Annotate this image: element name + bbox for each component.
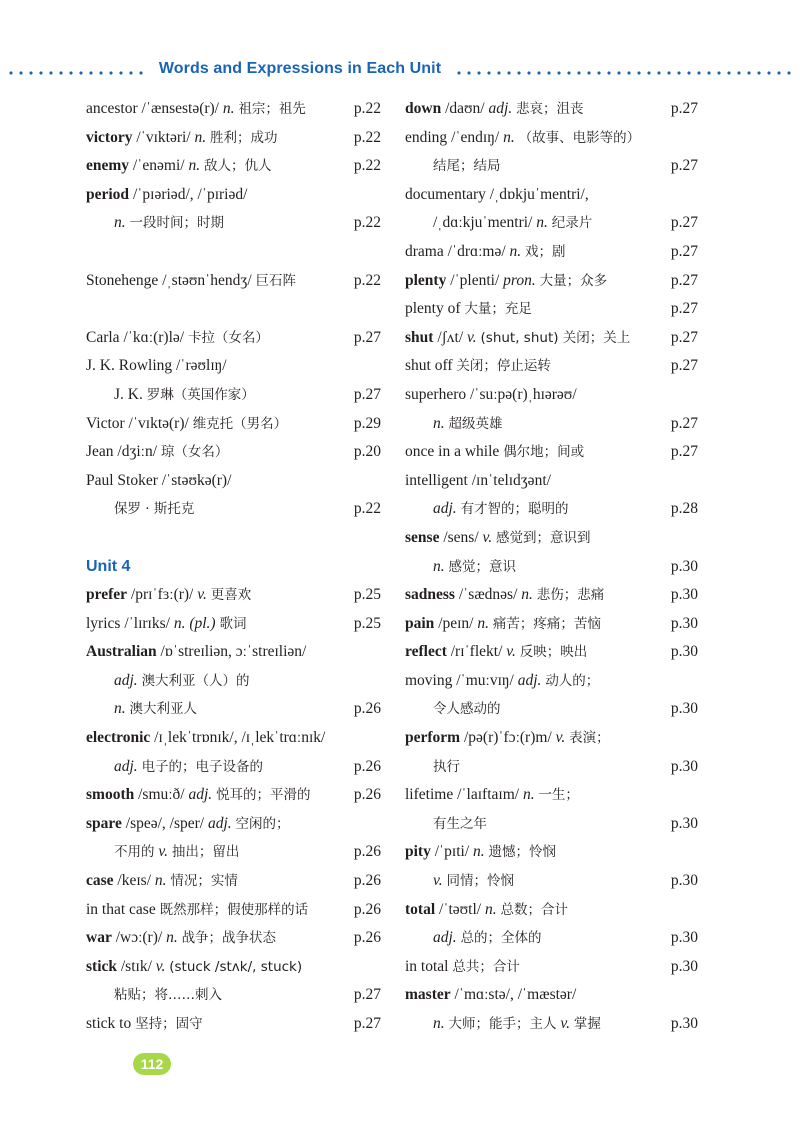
headword: Australian — [86, 643, 157, 661]
definition: 结尾；结局 — [433, 158, 501, 175]
page-ref: p.27 — [669, 438, 698, 467]
definition: 胜利；成功 — [209, 129, 278, 146]
headword: moving — [405, 671, 453, 689]
part-of-speech: n. — [114, 214, 126, 232]
page-ref: p.20 — [352, 438, 381, 467]
right-column — [405, 95, 698, 1039]
page-ref: p.26 — [352, 896, 381, 925]
vocab-entry — [86, 438, 381, 467]
phonetic: /ʃʌt/ — [437, 328, 464, 346]
phonetic: /ˈtəʊtl/ — [439, 900, 482, 918]
phonetic: /ˈænsestə(r)/ — [141, 100, 219, 117]
part-of-speech: v. — [555, 729, 566, 747]
phonetic: /ˈlaɪftaɪm/ — [457, 786, 520, 804]
definition: 战争；战争状态 — [181, 930, 277, 947]
section-header — [0, 58, 800, 86]
part-of-speech: n. — [222, 100, 235, 117]
phonetic: /ˈpɪəriəd/, /ˈpɪriəd/ — [132, 185, 248, 203]
entry-continuation — [405, 152, 698, 181]
vocab-entry — [86, 638, 381, 667]
phonetic: /pə(r)ˈfɔː(r)m/ — [463, 729, 552, 747]
spacer — [86, 295, 381, 324]
page-ref: p.26 — [352, 781, 381, 810]
page-ref: p.30 — [669, 1010, 698, 1039]
definition: 粘贴；将……刺入 — [114, 987, 222, 1004]
page-ref: p.27 — [669, 152, 698, 181]
headword: lifetime — [405, 786, 454, 804]
definition: 一生； — [538, 787, 579, 804]
headword: war — [86, 929, 112, 947]
page-ref: p.29 — [352, 410, 381, 439]
phonetic: /prɪˈfɜː(r)/ — [130, 586, 194, 604]
part-of-speech: adj. — [114, 757, 138, 775]
entry-continuation — [405, 1010, 698, 1039]
vocab-entry — [86, 352, 381, 381]
page-ref: p.30 — [669, 753, 698, 782]
entry-continuation — [405, 209, 698, 238]
unit-heading — [86, 553, 381, 582]
phonetic: /peɪn/ — [438, 614, 474, 632]
definition: 动人的； — [545, 672, 600, 689]
page-ref: p.30 — [669, 867, 698, 896]
phonetic: /stɪk/ — [120, 957, 152, 975]
page-ref: p.30 — [669, 810, 698, 839]
vocab-entry — [86, 610, 381, 639]
headword: shut off — [405, 357, 453, 375]
entry-continuation — [405, 924, 698, 953]
headword: Victor — [86, 414, 125, 432]
definition: 大量；充足 — [464, 301, 532, 318]
vocab-entry — [405, 124, 698, 153]
definition: 一段时间；时期 — [129, 215, 224, 232]
vocab-entry — [405, 981, 698, 1010]
page-ref: p.30 — [669, 581, 698, 610]
headword: once in a while — [405, 443, 500, 461]
headword: case — [86, 872, 114, 890]
vocab-entry — [86, 581, 381, 610]
vocab-entry — [86, 324, 381, 353]
page-ref: p.30 — [669, 924, 698, 953]
definition: （故事、电影等的） — [518, 129, 641, 146]
phonetic: /ˈmuːvɪŋ/ — [456, 671, 514, 689]
part-of-speech: n. — [522, 786, 535, 804]
page-ref: p.30 — [669, 638, 698, 667]
header-dots-right — [454, 71, 794, 75]
definition: 同情；怜悯 — [446, 873, 514, 890]
page-ref: p.26 — [352, 838, 381, 867]
entry-continuation — [405, 553, 698, 582]
phonetic: /smuːð/ — [138, 786, 185, 804]
headword: total — [405, 900, 436, 918]
phonetic: /ˈrəʊlɪŋ/ — [176, 357, 227, 375]
headword: pity — [405, 843, 431, 861]
part-of-speech: n. — [154, 872, 167, 890]
part-of-speech: n. — [114, 700, 126, 718]
entry-continuation — [86, 838, 381, 867]
phonetic: /rɪˈflekt/ — [450, 643, 503, 661]
headword: master — [405, 986, 451, 1004]
vocab-entry — [86, 924, 381, 953]
definition: 歌词 — [219, 615, 247, 632]
phonetic: /ˈstəʊkə(r)/ — [161, 471, 232, 489]
part-of-speech: n. — [194, 128, 207, 146]
definition: 巨石阵 — [255, 272, 296, 289]
phonetic: /ˌdɒkjuˈmentri/, — [489, 185, 589, 203]
entry-continuation — [405, 753, 698, 782]
phonetic: /dʒiːn/ — [117, 443, 158, 461]
part-of-speech-2: v. — [560, 1015, 570, 1032]
headword: ancestor — [86, 100, 138, 117]
vocab-entry — [86, 896, 381, 925]
definition: 大量；众多 — [539, 272, 608, 289]
part-of-speech: n. — [503, 128, 515, 146]
headword: in that case — [86, 900, 156, 918]
definition: 表演； — [569, 730, 610, 747]
page-ref: p.26 — [352, 924, 381, 953]
page-ref: p.30 — [669, 553, 698, 582]
part-of-speech: n. — [166, 929, 178, 947]
vocab-entry — [405, 467, 698, 496]
headword: smooth — [86, 786, 135, 804]
vocab-entry — [86, 867, 381, 896]
vocab-entry — [86, 152, 381, 181]
vocab-entry — [86, 410, 381, 439]
headword: ending — [405, 128, 448, 146]
vocab-entry — [405, 324, 698, 353]
page-ref: p.27 — [669, 95, 698, 124]
definition: (shut, shut) 关闭；关上 — [480, 329, 631, 346]
spacer — [86, 238, 381, 267]
header-dots-left — [6, 71, 144, 75]
phonetic: /ˈendɪŋ/ — [451, 128, 500, 146]
phonetic: /ˈlɪrɪks/ — [124, 614, 170, 632]
definition: 有生之年 — [433, 815, 487, 832]
headword: Jean — [86, 443, 114, 461]
phonetic: /ˈsædnəs/ — [458, 586, 518, 604]
page-ref: p.27 — [669, 352, 698, 381]
phonetic: /ɪnˈtelɪdʒənt/ — [471, 471, 551, 489]
vocab-entry — [405, 381, 698, 410]
page-number: 112 — [133, 1053, 171, 1075]
entry-continuation — [86, 695, 381, 724]
page-ref: p.22 — [352, 152, 381, 181]
part-of-speech: v. — [482, 528, 493, 546]
headword: reflect — [405, 643, 447, 661]
part-of-speech: n. — [509, 242, 522, 260]
headword: enemy — [86, 157, 130, 175]
vocab-entry — [405, 295, 698, 324]
definition: 总数；合计 — [500, 901, 568, 918]
headword: sadness — [405, 586, 455, 604]
definition: 遗憾；怜悯 — [488, 844, 557, 861]
phonetic: /ˈmɑːstə/, /ˈmæstər/ — [454, 986, 577, 1004]
unit-heading-text: Unit 4 — [86, 557, 131, 575]
vocab-entry — [86, 467, 381, 496]
page-ref: p.27 — [669, 267, 698, 296]
vocab-entry — [405, 724, 698, 753]
phonetic: /ˈsuːpə(r)ˌhɪərəʊ/ — [470, 385, 577, 403]
part-of-speech: n. — [473, 843, 485, 861]
part-of-speech: n. — [433, 557, 445, 575]
page-ref: p.22 — [352, 95, 381, 124]
headword: plenty of — [405, 300, 461, 318]
headword: lyrics — [86, 614, 121, 632]
part-of-speech: adj. — [207, 814, 232, 832]
phonetic: /sens/ — [443, 528, 479, 546]
definition: 罗琳（英国作家） — [146, 386, 255, 403]
headword: superhero — [405, 385, 467, 403]
entry-continuation — [86, 381, 381, 410]
headword: documentary — [405, 185, 486, 203]
part-of-speech: pron. — [503, 271, 536, 289]
phonetic: /ˈplenti/ — [450, 271, 500, 289]
vocab-entry — [86, 724, 381, 753]
entry-continuation — [86, 753, 381, 782]
headword: drama — [405, 242, 444, 260]
page-ref: p.30 — [669, 610, 698, 639]
definition: 卡拉（女名） — [187, 329, 269, 346]
definition: 坚持；固守 — [135, 1016, 203, 1032]
page-ref: p.27 — [352, 981, 381, 1010]
headword: sense — [405, 528, 440, 546]
definition: 悲哀；沮丧 — [516, 101, 584, 117]
headword: stick to — [86, 1015, 132, 1032]
definition: 反映；映出 — [519, 644, 588, 661]
vocab-entry — [86, 810, 381, 839]
headword: period — [86, 185, 130, 203]
vocab-entry — [405, 667, 698, 696]
phonetic: /ˈpɪti/ — [434, 843, 470, 861]
vocab-entry — [405, 953, 698, 982]
page-ref: p.25 — [352, 581, 381, 610]
entry-continuation — [405, 695, 698, 724]
definition: 大师；能手；主人 — [448, 1016, 557, 1032]
page-ref: p.27 — [669, 324, 698, 353]
page-ref: p.26 — [352, 753, 381, 782]
headword: electronic — [86, 729, 151, 747]
part-of-speech: v. — [433, 872, 443, 890]
phonetic: /ˈenəmi/ — [132, 157, 185, 175]
headword: victory — [86, 128, 133, 146]
phonetic: /ˈvɪktəri/ — [136, 128, 191, 146]
spacer — [86, 524, 381, 553]
vocab-entry — [405, 238, 698, 267]
definition: 痛苦；疼痛；苦恼 — [492, 615, 601, 632]
part-of-speech: n. — [188, 157, 201, 175]
definition: 纪录片 — [551, 215, 593, 232]
part-of-speech: n. — [536, 214, 548, 232]
definition: 戏；剧 — [525, 243, 566, 260]
definition: 偶尔地；间或 — [503, 444, 585, 461]
vocab-entry — [86, 1010, 381, 1039]
headword: intelligent — [405, 471, 468, 489]
part-of-speech: n. — [433, 414, 445, 432]
definition-2: 掌握 — [573, 1016, 601, 1032]
phonetic: /keɪs/ — [117, 872, 152, 890]
headword: pain — [405, 614, 435, 632]
page-ref: p.22 — [352, 209, 381, 238]
definition: 悦耳的；平滑的 — [216, 787, 311, 804]
page-ref: p.30 — [669, 953, 698, 982]
definition: 维克托（男名） — [192, 415, 288, 432]
vocab-entry — [405, 438, 698, 467]
headword: Paul Stoker — [86, 471, 158, 489]
phonetic: /daʊn/ — [445, 100, 485, 117]
entry-continuation — [86, 209, 381, 238]
vocab-entry — [405, 781, 698, 810]
headword: Stonehenge — [86, 271, 159, 289]
definition: 不用的 — [114, 844, 155, 861]
page-ref: p.27 — [352, 381, 381, 410]
page-ref: p.28 — [669, 495, 698, 524]
page-ref: p.26 — [352, 695, 381, 724]
part-of-speech: n. — [477, 614, 489, 632]
vocab-entry — [86, 95, 381, 124]
page-ref: p.25 — [352, 610, 381, 639]
entry-continuation — [405, 867, 698, 896]
entry-continuation — [86, 981, 381, 1010]
part-of-speech: n. — [433, 1015, 445, 1032]
headword: in total — [405, 957, 449, 975]
definition: 澳大利亚（人）的 — [141, 672, 250, 689]
definition: 更喜欢 — [210, 587, 252, 604]
definition: 敌人；仇人 — [203, 158, 272, 175]
definition: 保罗 · 斯托克 — [114, 501, 195, 518]
definition: 超级英雄 — [448, 415, 503, 432]
part-of-speech: adj. — [188, 786, 213, 804]
vocab-entry — [405, 838, 698, 867]
part-of-speech: adj. — [517, 671, 542, 689]
definition: 祖宗；祖先 — [238, 101, 306, 117]
vocab-entry — [405, 610, 698, 639]
phonetic: /ˈkɑː(r)lə/ — [123, 328, 185, 346]
vocab-entry — [405, 524, 698, 553]
definition: 执行 — [433, 758, 460, 775]
headword: stick — [86, 957, 117, 975]
continuation-text: J. K. — [114, 385, 143, 403]
page-ref: p.27 — [352, 1010, 381, 1039]
definition: 感觉到；意识到 — [496, 529, 591, 546]
part-of-speech: adj. — [433, 500, 457, 518]
definition: 澳大利亚人 — [129, 701, 197, 718]
definition: 空闲的； — [235, 815, 290, 832]
headword: Carla — [86, 328, 120, 346]
vocab-entry — [405, 581, 698, 610]
entry-continuation — [405, 495, 698, 524]
headword: shut — [405, 328, 434, 346]
page-ref: p.22 — [352, 267, 381, 296]
headword: prefer — [86, 586, 128, 604]
headword: spare — [86, 814, 122, 832]
phonetic: /ɪˌlekˈtrɒnɪk/, /ɪˌlekˈtrɑːnɪk/ — [154, 729, 326, 747]
vocab-entry — [405, 95, 698, 124]
definition: 有才智的；聪明的 — [460, 501, 569, 518]
headword: perform — [405, 729, 461, 747]
definition: 令人感动的 — [433, 701, 501, 718]
vocab-entry — [86, 267, 381, 296]
definition-2: 抽出；留出 — [171, 844, 240, 861]
vocab-entry — [405, 181, 698, 210]
entry-continuation — [405, 810, 698, 839]
page-ref: p.22 — [352, 495, 381, 524]
phonetic: /speə/, /sper/ — [125, 814, 205, 832]
definition: 电子的；电子设备的 — [141, 758, 264, 775]
entry-continuation — [86, 667, 381, 696]
definition: 情况；实情 — [170, 873, 238, 890]
part-of-speech: adj. — [488, 100, 513, 117]
continuation-text: /ˌdɑːkjuˈmentri/ — [433, 214, 533, 232]
part-of-speech: v. — [155, 957, 166, 975]
phonetic: /ˈvɪktə(r)/ — [128, 414, 189, 432]
vocab-entry — [405, 267, 698, 296]
page-ref: p.27 — [669, 410, 698, 439]
part-of-speech: v. — [197, 586, 207, 604]
part-of-speech: adj. — [114, 671, 138, 689]
part-of-speech: v. — [506, 643, 516, 661]
part-of-speech: adj. — [433, 929, 457, 947]
page-ref: p.27 — [669, 209, 698, 238]
part-of-speech: v. — [467, 328, 477, 346]
vocab-entry — [405, 352, 698, 381]
header-title: Words and Expressions in Each Unit — [158, 60, 442, 77]
left-column — [86, 95, 381, 1039]
headword: plenty — [405, 271, 447, 289]
page-ref: p.27 — [352, 324, 381, 353]
vocab-entry — [86, 124, 381, 153]
definition: 悲伤；悲痛 — [536, 587, 605, 604]
page-ref: p.26 — [352, 867, 381, 896]
phonetic: /ˌstəʊnˈhendʒ/ — [162, 271, 252, 289]
definition: (stuck /stʌk/, stuck) — [169, 958, 303, 975]
part-of-speech: n. — [521, 586, 533, 604]
phonetic: /ɒˈstreɪliən, ɔːˈstreɪliən/ — [160, 643, 307, 661]
part-of-speech: n. — [484, 900, 497, 918]
definition: 感觉；意识 — [448, 558, 516, 575]
vocab-entry — [86, 181, 381, 210]
vocab-entry — [86, 781, 381, 810]
headword: J. K. Rowling — [86, 357, 173, 375]
page-ref: p.27 — [669, 295, 698, 324]
page-ref: p.22 — [352, 124, 381, 153]
phonetic: /wɔː(r)/ — [115, 929, 163, 947]
vocab-entry — [405, 896, 698, 925]
definition: 总共；合计 — [452, 958, 520, 975]
part-of-speech: n. (pl.) — [173, 614, 216, 632]
part-of-speech-2: v. — [158, 843, 168, 861]
definition: 琼（女名） — [160, 444, 229, 461]
vocab-entry — [86, 953, 381, 982]
definition: 总的；全体的 — [460, 930, 542, 947]
page-ref: p.27 — [669, 238, 698, 267]
vocab-entry — [405, 638, 698, 667]
phonetic: /ˈdrɑːmə/ — [447, 242, 506, 260]
definition: 关闭；停止运转 — [456, 358, 551, 375]
definition: 既然那样；假使那样的话 — [159, 901, 309, 918]
entry-continuation — [405, 410, 698, 439]
page-ref: p.30 — [669, 695, 698, 724]
headword: down — [405, 100, 442, 117]
entry-continuation — [86, 495, 381, 524]
